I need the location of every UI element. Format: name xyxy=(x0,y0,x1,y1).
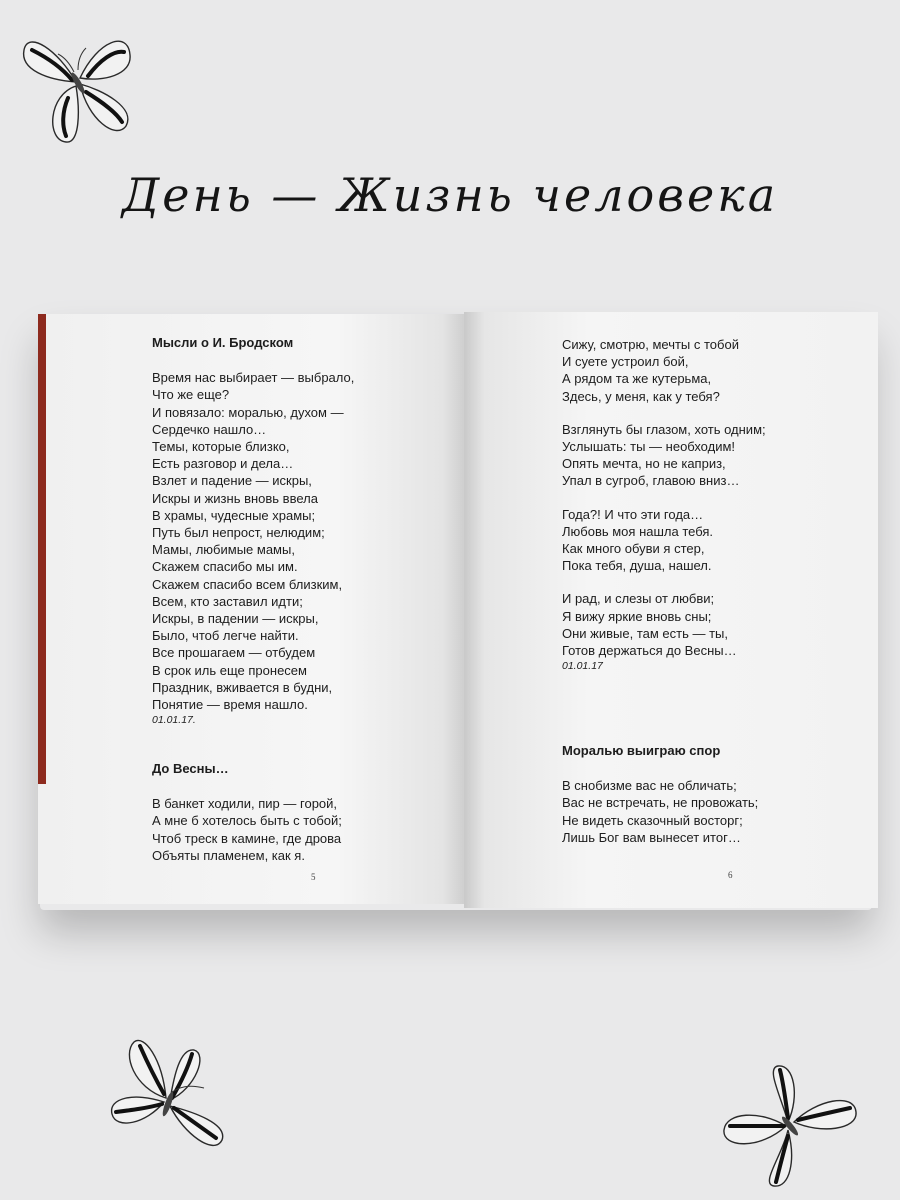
poem-line: Любовь моя нашла тебя. xyxy=(562,523,714,539)
poem-line: Взглянуть бы глазом, хоть одним; xyxy=(562,421,766,437)
poem-line: А рядом та же кутерьма, xyxy=(562,371,712,387)
red-page-edge xyxy=(38,314,46,784)
poem-line: Путь был непрост, нелюдим; xyxy=(152,525,325,541)
poem-line: Вас не встречать, не провожать; xyxy=(562,795,759,811)
poem-line: И рад, и слезы от любви; xyxy=(562,591,715,607)
stanza xyxy=(562,590,766,659)
poem-line: Все прошагаем — отбудем xyxy=(152,645,316,661)
poem-line: Здесь, у меня, как у тебя? xyxy=(562,388,720,404)
butterfly-icon xyxy=(104,1028,234,1163)
stanza xyxy=(562,506,766,575)
poem-line: Сижу, смотрю, мечты с тобой xyxy=(562,337,739,352)
stanza xyxy=(562,336,766,405)
poem-line: И повязало: моралью, духом — xyxy=(152,404,344,420)
poem-line: В банкет ходили, пир — горой, xyxy=(152,796,338,812)
stanza xyxy=(562,421,766,490)
poem-line: Объяты пламенем, как я. xyxy=(152,847,305,863)
poem-line: Упал в сугроб, главою вниз… xyxy=(562,473,740,489)
poem-line: Чтоб треск в камине, где дрова xyxy=(152,830,342,846)
poem-line: Всем, кто заставил идти; xyxy=(152,593,303,609)
poem-line: Время нас выбирает — выбрало, xyxy=(152,370,355,386)
poem-line: И суете устроил бой, xyxy=(562,354,689,370)
poem-line: Пока тебя, душа, нашел. xyxy=(562,558,712,574)
poem-line: В снобизме вас не обличать; xyxy=(562,778,737,794)
poem-date: 01.01.17 xyxy=(562,660,603,673)
poem-do-vesny xyxy=(152,760,342,864)
poem-title: Моралью выиграю спор xyxy=(562,743,721,758)
poem-line: Темы, которые близко, xyxy=(152,439,290,455)
poem-line: Не видеть сказочный восторг; xyxy=(562,812,743,828)
poem-line: Опять мечта, но не каприз, xyxy=(562,456,726,472)
poem-sizhu-smotryu xyxy=(562,336,766,673)
headline: День — Жизнь человека xyxy=(121,168,779,222)
poem-line: Искры, в падении — искры, xyxy=(152,611,319,627)
page-number: 6 xyxy=(728,870,733,880)
poem-line: Они живые, там есть — ты, xyxy=(562,625,729,641)
poem-line: Года?! И что эти года… xyxy=(562,506,704,522)
poem-line: Как много обуви я стер, xyxy=(562,541,705,557)
poem-line: Есть разговор и дела… xyxy=(152,456,294,472)
poem-line: Лишь Бог вам вынесет итог… xyxy=(562,829,741,845)
poem-line: Мамы, любимые мамы, xyxy=(152,542,295,558)
poem-line: Праздник, вживается в будни, xyxy=(152,679,333,695)
poem-line: Скажем спасибо мы им. xyxy=(152,559,298,575)
poem-line: Было, чтоб легче найти. xyxy=(152,628,299,644)
poem-line: Искры и жизнь вновь ввела xyxy=(152,490,318,506)
poem-title: До Весны… xyxy=(152,761,229,776)
poem-line: А мне б хотелось быть с тобой; xyxy=(152,813,342,829)
poem-moralyu-vyigrayu-spor xyxy=(562,742,758,846)
page-number: 5 xyxy=(311,872,316,882)
poem-line: Я вижу яркие вновь сны; xyxy=(562,608,712,624)
poem-line: Сердечко нашло… xyxy=(152,421,267,437)
poem-mysli-o-brodskom xyxy=(152,334,354,727)
poem-line: В храмы, чудесные храмы; xyxy=(152,507,316,523)
poem-line: Взлет и падение — искры, xyxy=(152,473,312,489)
poem-line: Скажем спасибо всем близким, xyxy=(152,576,343,592)
poem-line: Что же еще? xyxy=(152,387,230,403)
poem-line: Готов держаться до Весны… xyxy=(562,643,737,659)
poem-line: Услышать: ты — необходим! xyxy=(562,439,736,455)
poem-title: Мысли о И. Бродском xyxy=(152,335,294,350)
poem-date: 01.01.17. xyxy=(152,714,196,727)
butterfly-icon xyxy=(18,20,138,155)
butterfly-icon xyxy=(720,1060,860,1190)
poem-line: В срок иль еще пронесем xyxy=(152,662,307,678)
poem-line: Понятие — время нашло. xyxy=(152,697,308,713)
